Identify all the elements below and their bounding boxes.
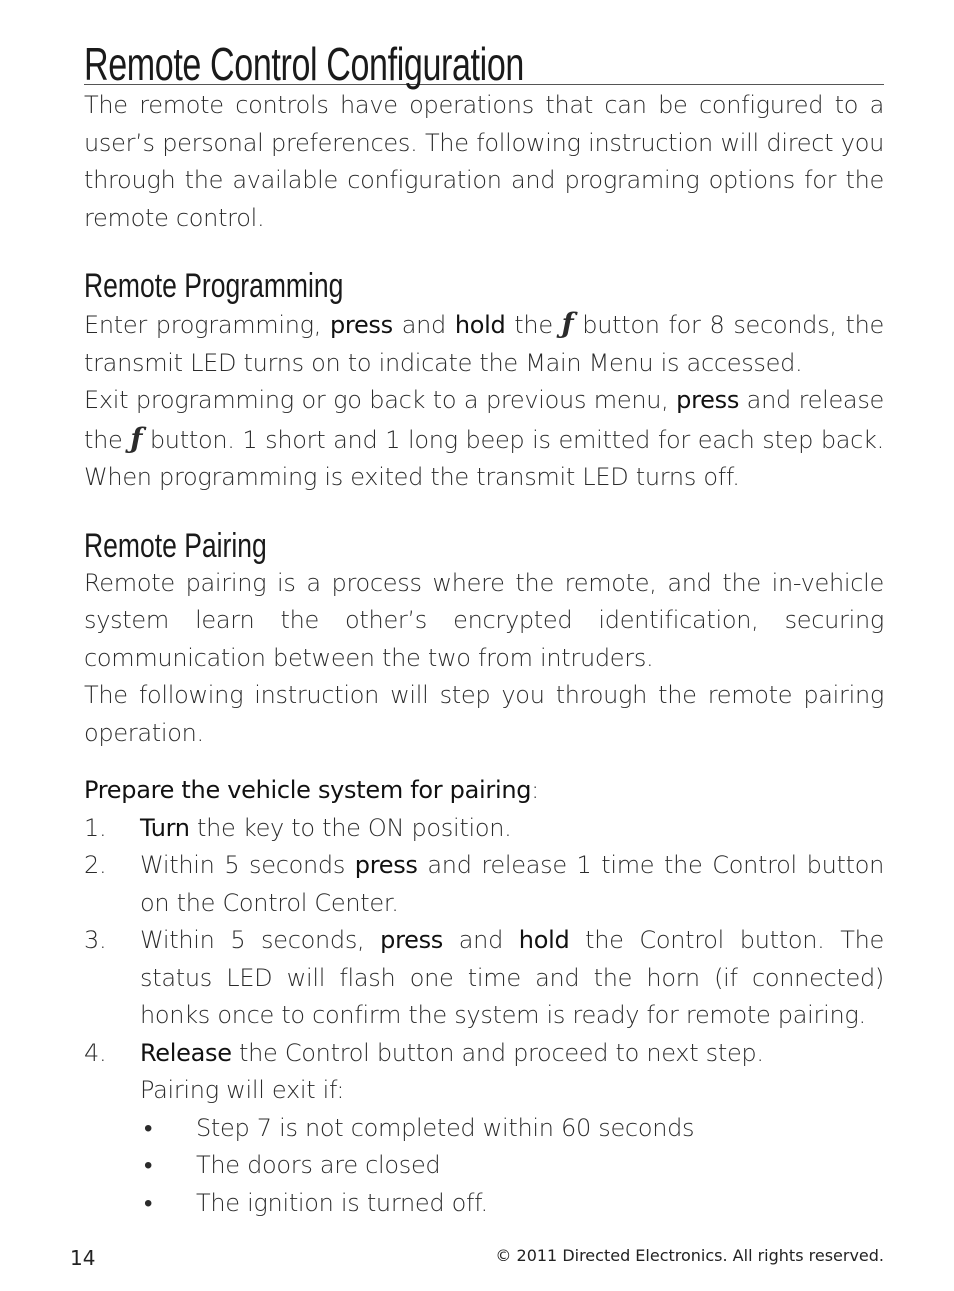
page-number: 14: [70, 1246, 96, 1270]
hold-keyword: hold: [454, 311, 506, 339]
bullet-icon: •: [144, 1151, 153, 1179]
remote-pairing-heading: Remote Pairing: [84, 526, 267, 565]
function-button-icon: ƒ: [130, 421, 143, 455]
text-span: and release the: [84, 386, 885, 454]
text-span: Exit programming or go back to a previous menu,: [84, 386, 677, 414]
step-text: Within 5 seconds: [140, 851, 355, 879]
step-number: 3.: [84, 926, 107, 954]
remote-programming-section: [84, 267, 884, 497]
page-content: [84, 40, 884, 1222]
step-item: [84, 810, 884, 848]
step-text: and: [443, 926, 519, 954]
turn-keyword: Turn: [140, 813, 190, 842]
remote-programming-heading: Remote Programming: [84, 267, 344, 305]
pairing-paragraph-1: Remote pairing is a process where the remote, and the in-vehicle system learn the other’s encrypted identification, securing communication between the two from intruders.: [84, 568, 884, 672]
text-span: button for 8 seconds, the transmit LED turns on to indicate the Main Menu is accessed.: [84, 311, 885, 377]
step-text: the Control button. The status LED will flash one time and the horn (if connected) honks once to confirm the system is ready for remote pairing.: [140, 926, 884, 1029]
prepare-label-text: Prepare the vehicle system for pairing: [84, 776, 532, 804]
pairing-exit-label: Pairing will exit if:: [140, 1076, 345, 1104]
pairing-paragraph-2: The following instruction will step you through the remote pairing operation.: [84, 681, 884, 747]
exit-conditions-list: [140, 1110, 884, 1223]
pairing-steps-list: [84, 810, 884, 1223]
text-span: and: [392, 311, 455, 339]
enter-programming-paragraph: [84, 305, 884, 382]
exit-programming-paragraph: [84, 382, 884, 497]
step-number: 2.: [84, 851, 107, 879]
press-keyword: press: [676, 386, 740, 414]
step-item: [84, 1035, 884, 1223]
exit-condition-item: [140, 1147, 884, 1185]
text-span: button. 1 short and 1 long beep is emitted for each step back. When programming is exited the transmit LED turns off.: [84, 425, 884, 491]
step-item: [84, 847, 884, 922]
intro-paragraph: The remote controls have operations that can be configured to a user’s personal preferences. The following instruction will direct you through the available configuration and programing options for the remote control.: [84, 91, 884, 232]
step-text: the Control button and proceed to next step.: [231, 1038, 764, 1067]
step-item: [84, 922, 884, 1035]
copyright-notice: © 2011 Directed Electronics. All rights reserved.: [495, 1246, 884, 1265]
press-keyword: press: [380, 926, 443, 954]
text-span: Enter programming,: [84, 311, 330, 339]
text-span: the: [505, 311, 562, 339]
bullet-icon: •: [144, 1188, 153, 1217]
step-text: Within 5 seconds,: [140, 926, 381, 954]
exit-condition-text: The doors are closed: [196, 1151, 441, 1179]
exit-condition-item: [140, 1110, 884, 1148]
step-text: and release 1 time the Control button on the Control Center.: [140, 851, 885, 917]
step-number: 1.: [84, 813, 107, 842]
step-number: 4.: [84, 1038, 107, 1067]
step-text: the key to the ON position.: [189, 813, 512, 842]
release-keyword: Release: [140, 1038, 232, 1067]
prepare-label: [84, 772, 884, 810]
press-keyword: press: [329, 311, 393, 339]
function-button-icon: ƒ: [561, 307, 574, 340]
page-title: Remote Control Configuration: [84, 38, 524, 90]
exit-condition-text: The ignition is turned off.: [196, 1188, 488, 1217]
bullet-icon: •: [144, 1113, 153, 1142]
hold-keyword: hold: [518, 926, 570, 954]
exit-condition-text: Step 7 is not completed within 60 seconds: [196, 1113, 695, 1142]
remote-pairing-section: [84, 527, 884, 1223]
prepare-colon: :: [531, 776, 539, 804]
press-keyword: press: [354, 851, 418, 879]
exit-condition-item: [140, 1185, 884, 1223]
